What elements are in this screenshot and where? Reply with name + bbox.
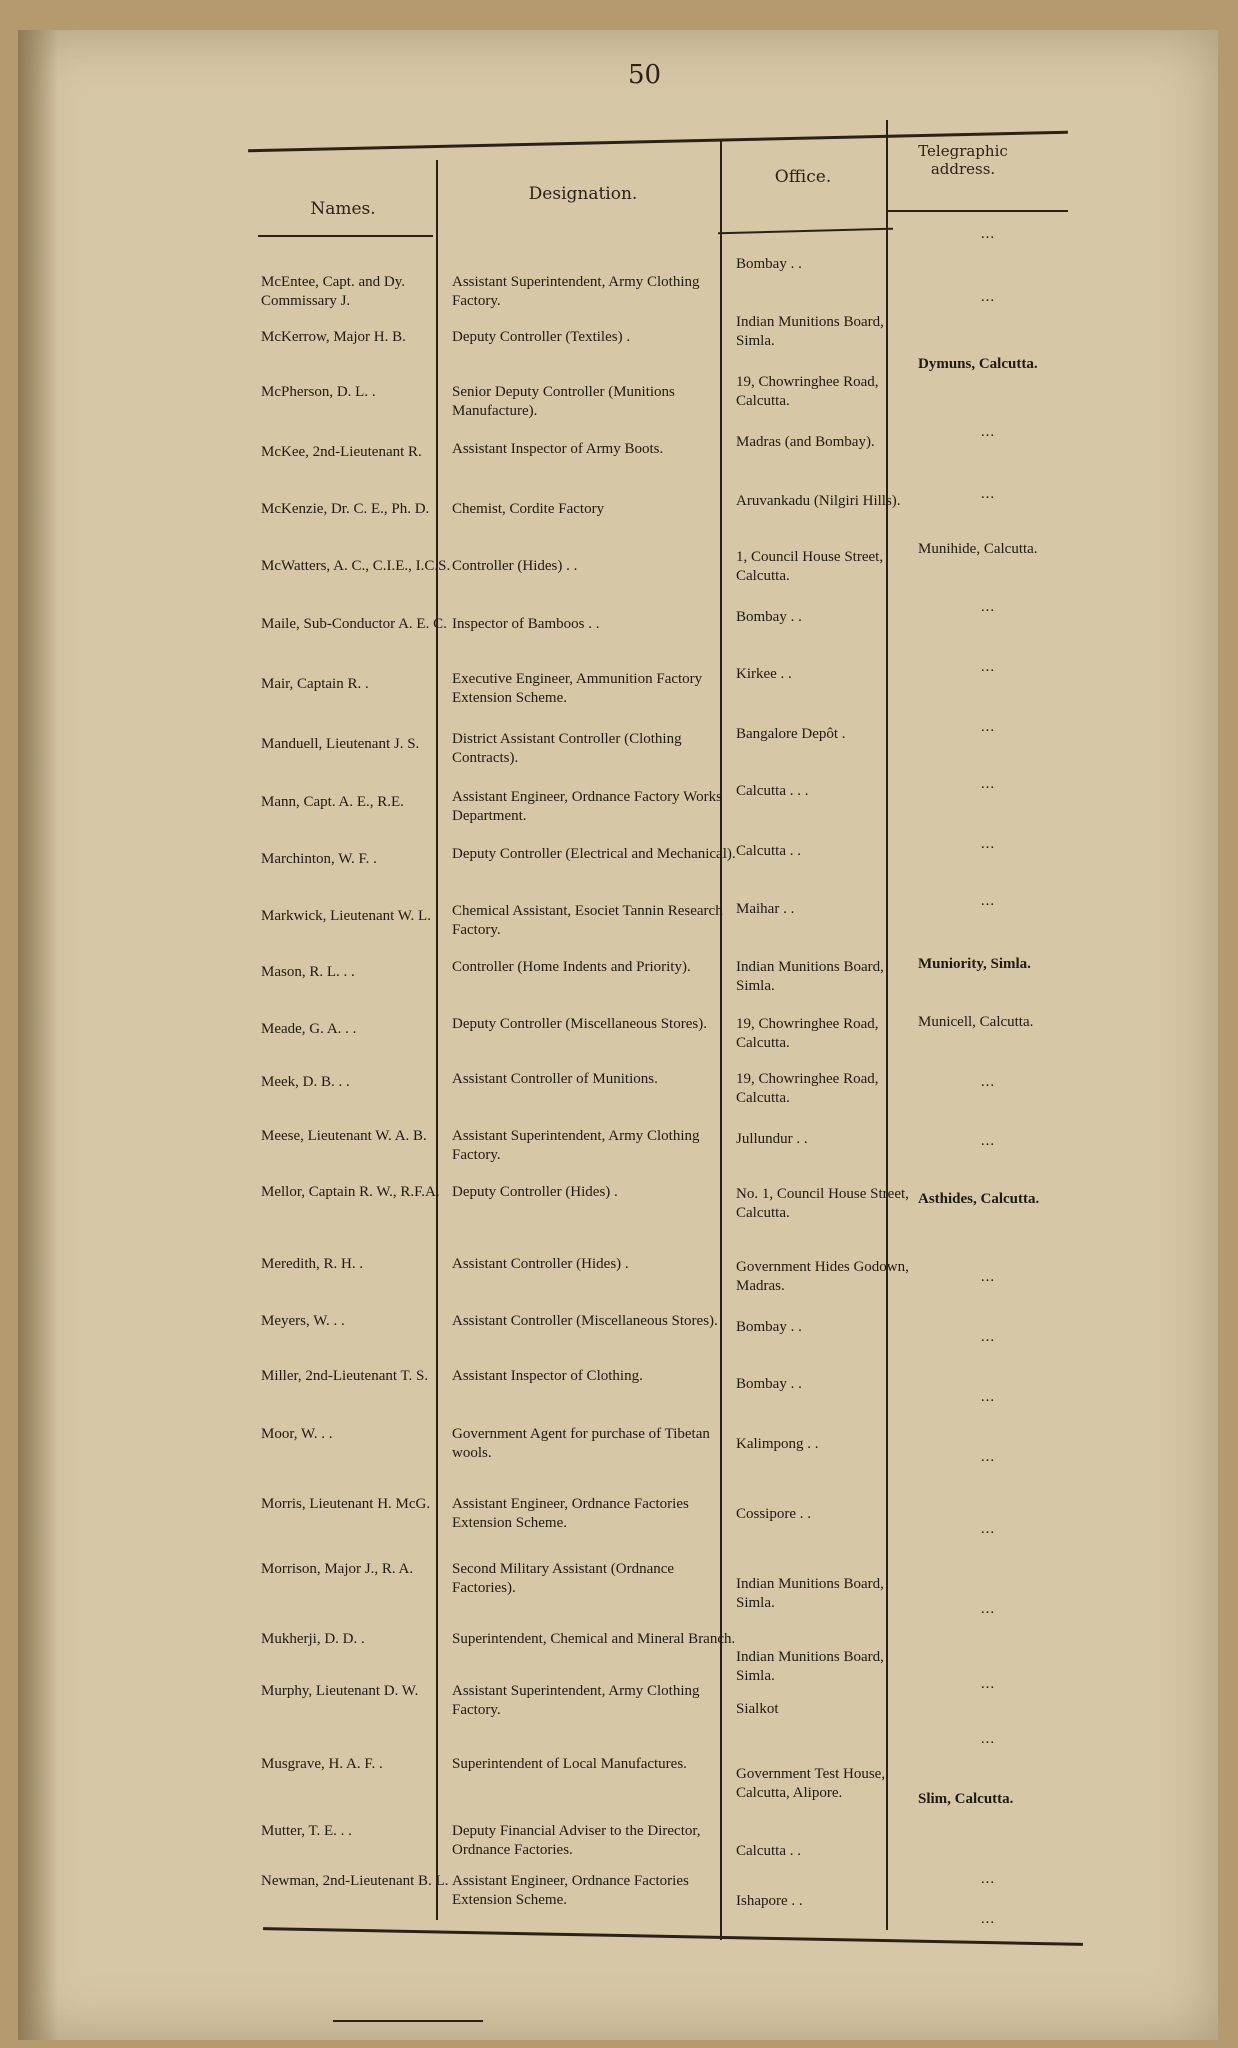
name-cell: McKerrow, Major H. B. [261,329,406,345]
name-cell: Morris, Lieutenant H. McG. [261,1496,431,1512]
telegraphic-cell: Muniority, Simla. [918,956,1031,972]
name-cell: Mair, Captain R. . [261,676,369,692]
office-cell: 19, Chowringhee Road, Calcutta. [736,1016,879,1051]
telegraphic-cell: Municell, Calcutta. [918,1014,1034,1030]
designation-cell: Controller (Home Indents and Priority). [452,959,691,975]
designation-cell: Controller (Hides) . . [452,558,578,574]
name-cell: Moor, W. . . [261,1426,333,1442]
document-page [18,30,1218,2040]
name-cell: Meade, G. A. . . [261,1021,357,1037]
designation-cell: Assistant Superintendent, Army Clothing Factory. [452,1128,700,1163]
name-cell: Meek, D. B. . . [261,1074,350,1090]
name-cell: Meese, Lieutenant W. A. B. [261,1128,427,1144]
designation-cell: Assistant Superintendent, Army Clothing Factory. [452,274,700,309]
header-telegraphic: Telegraphic address. [918,142,1008,178]
office-cell: Bombay . . [736,256,802,272]
designation-cell: Assistant Controller (Hides) . [452,1256,629,1272]
telegraphic-cell: Asthides, Calcutta. [918,1191,1040,1207]
name-cell: McWatters, A. C., C.I.E., I.C.S. [261,558,451,574]
short-footer-rule [333,2020,483,2022]
office-cell: Sialkot [736,1701,779,1717]
telegraphic-cell: ... [980,1731,996,1747]
telegraphic-cell: ... [980,719,996,735]
telegraphic-cell: ... [980,776,996,792]
telegraphic-cell: ... [980,1521,996,1537]
header-designation: Designation. [528,184,638,204]
office-cell: Bombay . . [736,1319,802,1335]
telegraphic-cell: ... [980,659,996,675]
designation-cell: Assistant Controller of Munitions. [452,1071,658,1087]
designation-cell: Assistant Engineer, Ordnance Factories Extension Scheme. [452,1873,689,1908]
column-divider-1 [436,160,438,1920]
telegraphic-cell: ... [980,1329,996,1345]
office-cell: Madras (and Bombay). [736,434,875,450]
office-cell: Calcutta . . [736,1843,801,1859]
name-cell: Manduell, Lieutenant J. S. [261,736,420,752]
telegraphic-cell: ... [980,1911,996,1927]
header-office: Office. [774,167,832,187]
designation-cell: Assistant Controller (Miscellaneous Stores). [452,1313,718,1329]
designation-cell: Senior Deputy Controller (Munitions Manufacture). [452,384,675,419]
office-cell: No. 1, Council House Street, Calcutta. [736,1186,909,1221]
telegraphic-cell: ... [980,1269,996,1285]
name-cell: Morrison, Major J., R. A. [261,1561,414,1577]
designation-cell: Superintendent of Local Manufactures. [452,1756,687,1772]
office-cell: Kalimpong . . [736,1436,819,1452]
office-cell: 19, Chowringhee Road, Calcutta. [736,374,879,409]
names-header-rule [258,235,433,237]
designation-cell: Deputy Controller (Textiles) . [452,329,631,345]
name-cell: Newman, 2nd-Lieutenant B. L. [261,1873,449,1889]
office-cell: Calcutta . . . [736,783,809,799]
office-cell: Indian Munitions Board, Simla. [736,1649,884,1684]
designation-cell: Inspector of Bamboos . . [452,616,600,632]
name-cell: Marchinton, W. F. . [261,851,377,867]
telegraphic-cell: ... [980,1676,996,1692]
designation-cell: Second Military Assistant (Ordnance Factories). [452,1561,675,1596]
name-cell: McKee, 2nd-Lieutenant R. [261,444,422,460]
office-cell: Indian Munitions Board, Simla. [736,959,884,994]
name-cell: Meredith, R. H. . [261,1256,364,1272]
office-cell: 19, Chowringhee Road, Calcutta. [736,1071,879,1106]
office-cell: Jullundur . . [736,1131,808,1147]
office-cell: Indian Munitions Board, Simla. [736,1576,884,1611]
name-cell: Mutter, T. E. . . [261,1823,352,1839]
office-cell: Indian Munitions Board, Simla. [736,314,884,349]
name-cell: McPherson, D. L. . [261,384,376,400]
telegraphic-cell: ... [980,1871,996,1887]
name-cell: Maile, Sub-Conductor A. E. C. [261,616,447,632]
page-number: 50 [628,60,662,90]
designation-cell: Deputy Financial Adviser to the Director, Ordnance Factories. [452,1823,701,1858]
office-header-rule [718,228,893,235]
name-cell: Musgrave, H. A. F. . [261,1756,383,1772]
name-cell: Markwick, Lieutenant W. L. [261,908,431,924]
telegraphic-cell: ... [980,599,996,615]
name-cell: Mann, Capt. A. E., R.E. [261,794,404,810]
telegraphic-cell: ... [980,1389,996,1405]
name-cell: McKenzie, Dr. C. E., Ph. D. [261,501,430,517]
designation-cell: Chemical Assistant, Esociet Tannin Research Factory. [452,903,723,938]
office-cell: Government Hides Godown, Madras. [736,1259,909,1294]
designation-cell: Assistant Inspector of Clothing. [452,1368,643,1384]
telegraphic-cell: ... [980,424,996,440]
office-cell: Bangalore Depôt . [736,726,846,742]
telegraphic-cell: ... [980,1449,996,1465]
table-bottom-rule [263,1927,1083,1946]
name-cell: McEntee, Capt. and Dy. Commissary J. [261,274,405,309]
designation-cell: Assistant Superintendent, Army Clothing Factory. [452,1683,700,1718]
office-cell: Bombay . . [736,609,802,625]
telegraphic-cell: Dymuns, Calcutta. [918,356,1038,372]
telegraphic-cell: ... [980,226,996,242]
designation-cell: Government Agent for purchase of Tibetan wools. [452,1426,710,1461]
telegraphic-cell: Munihide, Calcutta. [918,541,1038,557]
designation-cell: Deputy Controller (Electrical and Mechanical). [452,846,736,862]
name-cell: Mason, R. L. . . [261,964,355,980]
telegraphic-cell: ... [980,893,996,909]
telegraphic-cell: ... [980,486,996,502]
telegraphic-cell: Slim, Calcutta. [918,1791,1014,1807]
telegraphic-cell: ... [980,289,996,305]
designation-cell: Chemist, Cordite Factory [452,501,605,517]
office-cell: Bombay . . [736,1376,802,1392]
name-cell: Miller, 2nd-Lieutenant T. S. [261,1368,429,1384]
name-cell: Murphy, Lieutenant D. W. [261,1683,419,1699]
office-cell: Maihar . . [736,901,795,917]
designation-cell: Assistant Inspector of Army Boots. [452,441,664,457]
designation-cell: Superintendent, Chemical and Mineral Branch. [452,1631,736,1647]
name-cell: Mellor, Captain R. W., R.F.A. [261,1184,440,1200]
designation-cell: District Assistant Controller (Clothing Contracts). [452,731,682,766]
office-cell: Calcutta . . [736,843,801,859]
office-cell: Ishapore . . [736,1893,803,1909]
telegraphic-header-rule [888,210,1068,212]
office-cell: Cossipore . . [736,1506,811,1522]
office-cell: Government Test House, Calcutta, Alipore. [736,1766,886,1801]
name-cell: Mukherji, D. D. . [261,1631,365,1647]
telegraphic-cell: ... [980,836,996,852]
telegraphic-cell: ... [980,1074,996,1090]
telegraphic-cell: ... [980,1133,996,1149]
telegraphic-cell: ... [980,1601,996,1617]
page-edge-shadow [18,30,58,2040]
header-names: Names. [310,199,376,219]
designation-cell: Deputy Controller (Hides) . [452,1184,618,1200]
office-cell: Kirkee . . [736,666,792,682]
designation-cell: Deputy Controller (Miscellaneous Stores). [452,1016,707,1032]
designation-cell: Assistant Engineer, Ordnance Factory Works Department. [452,789,722,824]
office-cell: 1, Council House Street, Calcutta. [736,549,884,584]
designation-cell: Executive Engineer, Ammunition Factory Extension Scheme. [452,671,703,706]
name-cell: Meyers, W. . . [261,1313,345,1329]
designation-cell: Assistant Engineer, Ordnance Factories Extension Scheme. [452,1496,689,1531]
office-cell: Aruvankadu (Nilgiri Hills). [736,493,901,509]
